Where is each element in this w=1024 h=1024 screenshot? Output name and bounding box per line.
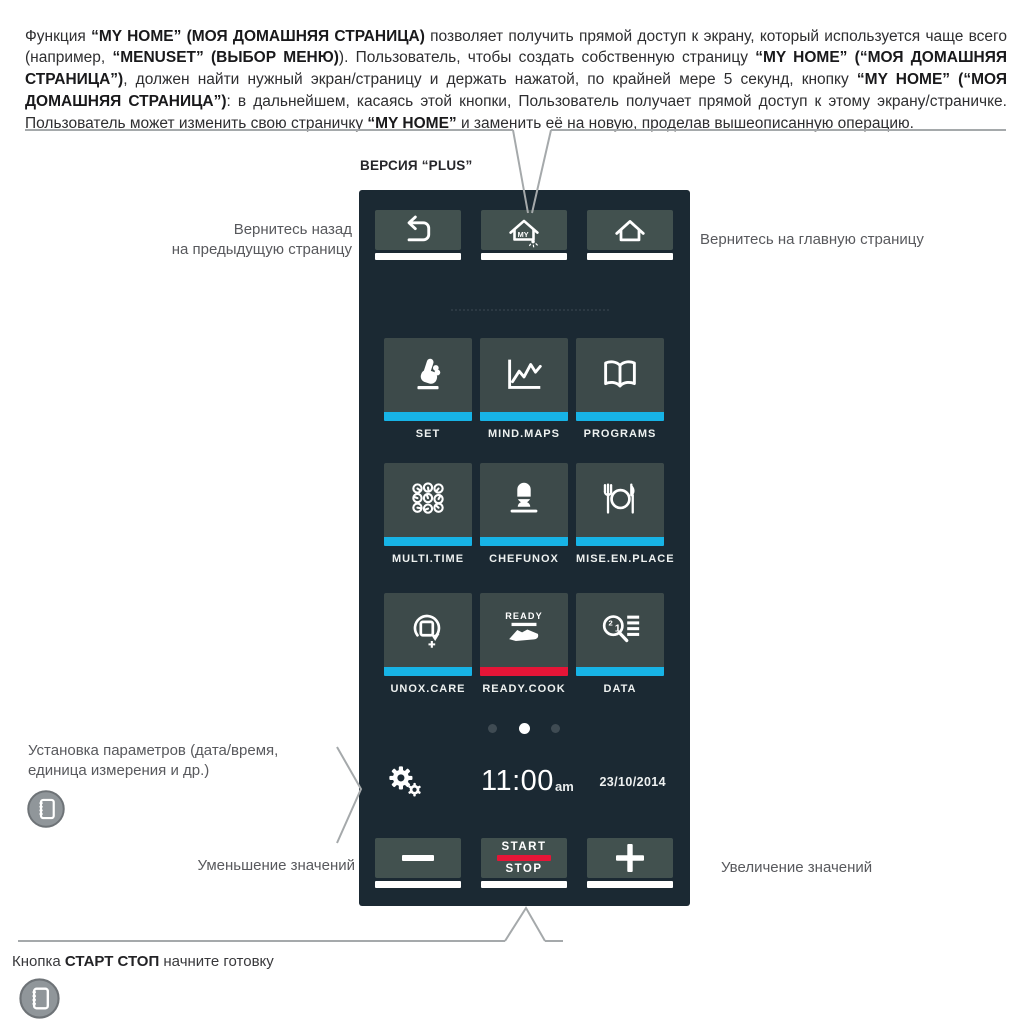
tile-label: READY.COOK [482, 683, 566, 695]
increase-annotation: Увеличение значений [721, 859, 873, 876]
tile-accent-bar [576, 667, 664, 676]
tile-label: UNOX.CARE [390, 683, 466, 695]
clock-time: 11:00 [481, 765, 554, 797]
tile-accent-bar [480, 667, 568, 676]
tile-ready-cook[interactable] [480, 593, 568, 695]
minus-icon [402, 855, 434, 861]
increase-button-underline [587, 881, 673, 888]
data-icon [576, 593, 664, 667]
tile-mind-maps[interactable] [480, 338, 568, 440]
pagination-dots [488, 721, 560, 735]
settings-pointer [337, 747, 361, 843]
intro-paragraph: Функция “MY HOME” (МОЯ ДОМАШНЯЯ СТРАНИЦА) позволяет получить прямой доступ к экрану, который используется чаще всего (например, “MENUSET” (ВЫБОР МЕНЮ)). Пользователь, чтобы создать собственную страницу “MY HOME” (“МОЯ ДОМАШНЯЯ СТРАНИЦА”), должен найти нужный экран/страницу и держать нажатой, по крайней мере 5 секунд, кнопку “MY HOME” (“МОЯ ДОМАШНЯЯ СТРАНИЦА”): в дальнейшем, касаясь этой кнопки, Пользователь получает прямой доступ к этому экрану/страничке. Пользователь может изменить свою страничку “MY HOME” и заменить её на новую, проделав вышеописанную операцию. [25, 27, 1007, 132]
tile-label: MULTI.TIME [391, 553, 465, 565]
start-stop-button[interactable] [481, 838, 567, 888]
decrease-annotation: Уменьшение значений [197, 857, 355, 874]
clock-date: 23/10/2014 [599, 775, 666, 789]
tile-label: DATA [603, 683, 637, 695]
start-stop-button-underline [481, 881, 567, 888]
tile-accent-bar [576, 537, 664, 546]
chefunox-icon [480, 463, 568, 537]
tile-mise-en-place[interactable] [576, 463, 675, 565]
svg-text:READY: READY [505, 610, 543, 621]
tile-accent-bar [480, 537, 568, 546]
back-annotation: Вернитесь назад на предыдущую страницу [171, 221, 352, 258]
tile-chefunox[interactable] [480, 463, 568, 565]
my-home-icon [500, 211, 548, 249]
page-dot-2[interactable] [551, 724, 560, 733]
settings-gear-button[interactable] [385, 762, 425, 802]
tile-label: SET [415, 428, 441, 440]
home-icon [607, 212, 653, 248]
tile-accent-bar [384, 667, 472, 676]
increase-button[interactable] [587, 838, 673, 888]
programs-icon [576, 338, 664, 412]
tile-accent-bar [384, 537, 472, 546]
my-home-button-underline [481, 253, 567, 260]
svg-text:1: 1 [614, 622, 621, 635]
svg-text:2: 2 [608, 618, 613, 628]
faint-screen-text [451, 300, 609, 311]
back-button[interactable] [375, 210, 461, 260]
tile-data[interactable] [576, 593, 664, 695]
mind-maps-icon [480, 338, 568, 412]
tile-programs[interactable] [576, 338, 664, 440]
manual-booklet-icon [18, 977, 61, 1020]
back-button-underline [375, 253, 461, 260]
tile-label: CHEFUNOX [489, 553, 559, 565]
svg-text:MY: MY [517, 229, 529, 239]
tile-multi-time[interactable] [384, 463, 472, 565]
clock-meridiem: am [555, 779, 574, 794]
home-button[interactable] [587, 210, 673, 260]
tile-accent-bar [576, 412, 664, 421]
tile-set[interactable] [384, 338, 472, 440]
start-label: START [501, 841, 547, 853]
manual-booklet-icon [26, 789, 66, 829]
decrease-button-underline [375, 881, 461, 888]
back-icon [396, 213, 440, 247]
decrease-button[interactable] [375, 838, 461, 888]
page-dot-0[interactable] [488, 724, 497, 733]
set-icon [384, 338, 472, 412]
tile-label: PROGRAMS [583, 428, 657, 440]
tile-label: MISE.EN.PLACE [576, 553, 675, 565]
tile-accent-bar [384, 412, 472, 421]
gear-icon [385, 762, 425, 802]
unox-care-icon [384, 593, 472, 667]
settings-annotation: Установка параметров (дата/время, единица измерения и др.) [28, 742, 279, 779]
start-stop-red-bar [497, 855, 551, 861]
my-home-button[interactable] [481, 210, 567, 260]
press-sparkle [529, 240, 537, 247]
start-stop-caption: Кнопка СТАРТ СТОП начните готовку [12, 953, 274, 970]
stop-label: STOP [505, 863, 543, 875]
mise-en-place-icon [576, 463, 664, 537]
page-dot-1[interactable] [519, 723, 530, 734]
oven-control-panel [359, 190, 690, 906]
tile-label: MIND.MAPS [488, 428, 560, 440]
home-button-underline [587, 253, 673, 260]
start-stop-pointer [505, 908, 545, 941]
home-annotation: Вернитесь на главную страницу [700, 231, 924, 248]
plus-icon [616, 844, 644, 872]
tile-unox-care[interactable] [384, 593, 472, 695]
multi-time-icon [384, 463, 472, 537]
version-label: ВЕРСИЯ “PLUS” [360, 158, 473, 173]
tile-accent-bar [480, 412, 568, 421]
ready-cook-icon [480, 593, 568, 667]
